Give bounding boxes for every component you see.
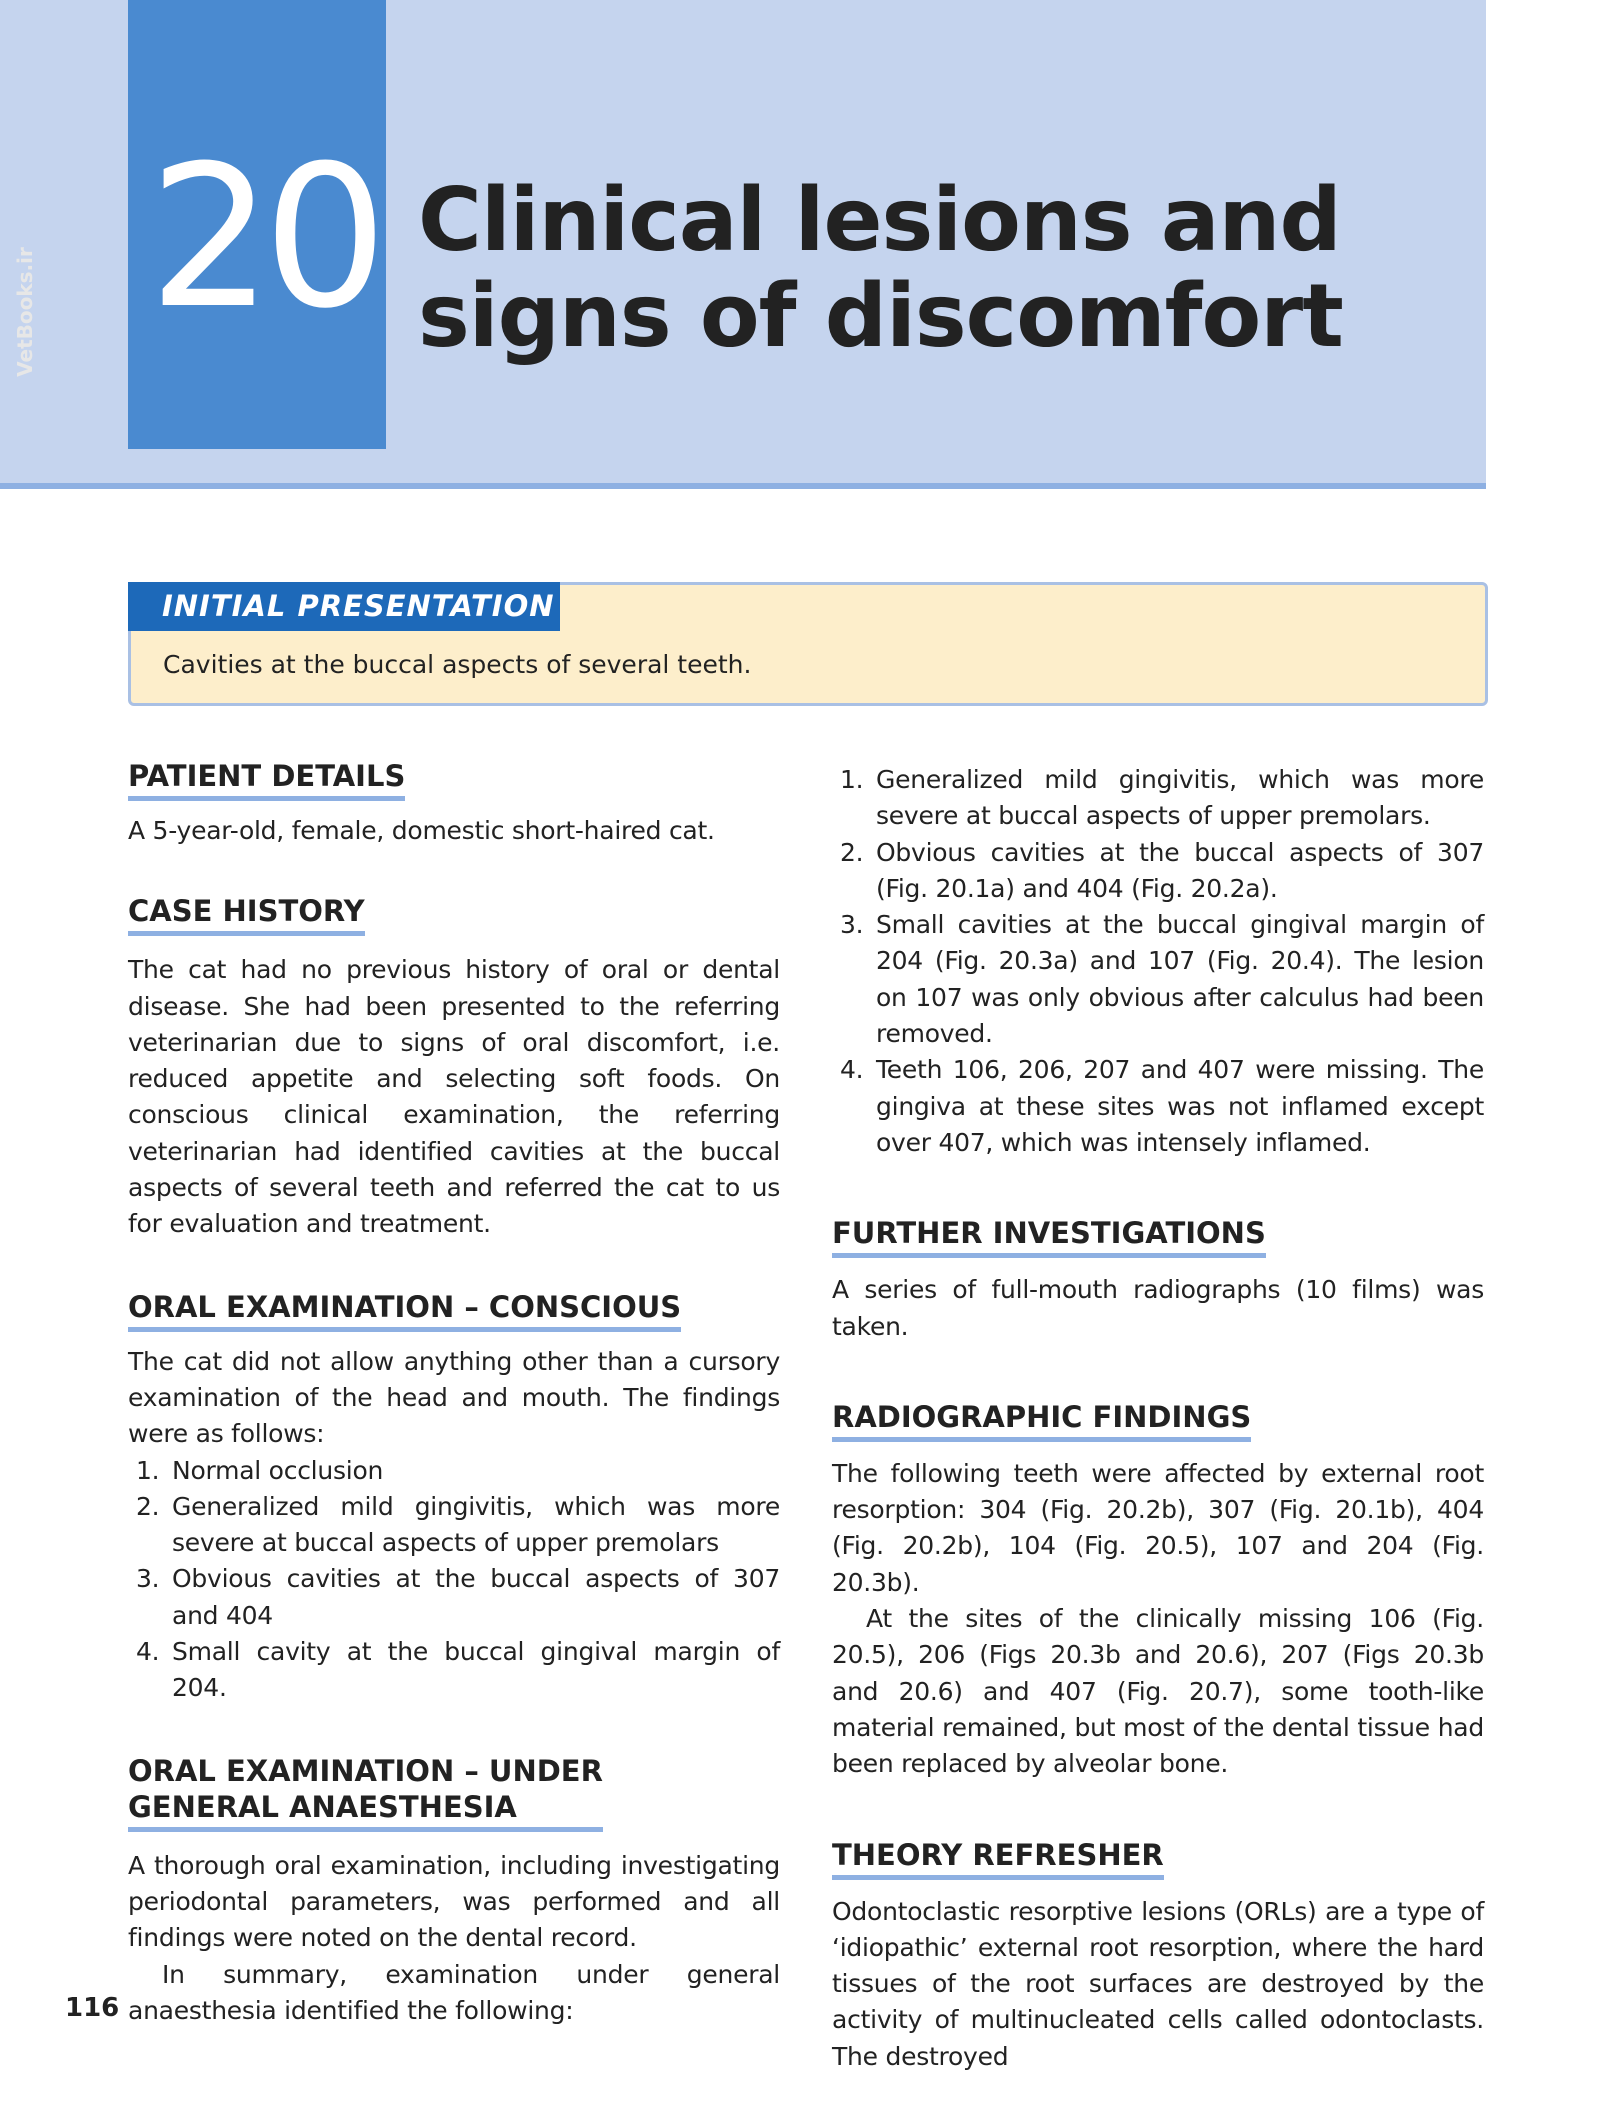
further-investigations-text: A series of full-mouth radiographs (10 films) was taken. [832,1275,1484,1341]
radiographic-findings-text: The following teeth were affected by external root resorption: 304 (Fig. 20.2b), 307 (Fig. 20.1b), 404 (Fig. 20.2b), 104 (Fig. 20.5), 107 and 204 (Fig. 20.3b). [832,1458,1484,1597]
chapter-number: 20 [148,124,378,352]
section-oral-exam-ga [128,1753,780,2029]
right-column [832,762,1484,2075]
oral-conscious-list [128,1453,780,1707]
section-heading: ORAL EXAMINATION – UNDER GENERAL ANAESTHESIA [128,1753,603,1832]
ga-findings-list [832,762,1484,1161]
section-heading: ORAL EXAMINATION – CONSCIOUS [128,1289,681,1332]
list-item: 4. Teeth 106, 206, 207 and 407 were missing. The gingiva at these sites was not inflamed except over 407, which was intensely inflamed. [840,1055,1484,1157]
radiographic-findings-text-2: At the sites of the clinically missing 106 (Fig. 20.5), 206 (Figs 20.3b and 20.6), 207 (Figs 20.3b and 20.6) and 407 (Fig. 20.7), some tooth-like material remained, but most of the dental tissue had been replaced by alveolar bone. [832,1604,1484,1779]
section-heading: THEORY REFRESHER [832,1837,1164,1880]
section-heading: PATIENT DETAILS [128,758,405,801]
section-radiographic-findings [832,1399,1484,1783]
patient-details-text: A 5-year-old, female, domestic short-haired cat. [128,816,715,845]
section-heading: RADIOGRAPHIC FINDINGS [832,1399,1251,1442]
section-heading: CASE HISTORY [128,893,365,936]
left-column [128,758,780,2029]
oral-ga-summary: In summary, examination under general anaesthesia identified the following: [128,1959,780,2025]
watermark: VetBooks.ir [12,247,37,377]
section-oral-exam-conscious [128,1289,780,1707]
initial-presentation-label: INITIAL PRESENTATION [128,582,560,631]
section-case-history [128,893,780,1242]
list-item: 1. Generalized mild gingivitis, which was more severe at buccal aspects of upper premolars. [840,765,1484,831]
section-patient-details [128,758,780,849]
list-item: 3. Obvious cavities at the buccal aspects of 307 and 404 [136,1564,780,1630]
list-item: 2. Generalized mild gingivitis, which was more severe at buccal aspects of upper premolars [136,1491,780,1558]
page-number: 116 [65,1993,120,2023]
list-item: 2. Obvious cavities at the buccal aspects of 307 (Fig. 20.1a) and 404 (Fig. 20.2a). [840,837,1484,903]
theory-refresher-text: Odontoclastic resorptive lesions (ORLs) are a type of ‘idiopathic’ external root resorption, where the hard tissues of the root surfaces are destroyed by the activity of multinucleated cells called odontoclasts. The destroyed [832,1896,1484,2071]
oral-conscious-text: The cat did not allow anything other than a cursory examination of the head and mouth. The findings were as follows: [128,1346,780,1449]
case-history-text: The cat had no previous history of oral or dental disease. She had been presented to the referring veterinarian due to signs of oral discomfort, i.e. reduced appetite and selecting soft foods. On conscious clinical examination, the referring veterinarian had identified cavities at the buccal aspects of several teeth and referred the cat to us for evaluation and treatment. [128,955,780,1239]
oral-ga-text: A thorough oral examination, including investigating periodontal parameters, was performed and all findings were noted on the dental record. [128,1850,780,1953]
chapter-title: Clinical lesions and signs of discomfort [418,169,1343,367]
list-item: 1. Normal occlusion [136,1455,384,1485]
section-further-investigations [832,1215,1484,1345]
header-divider [0,483,1486,489]
section-heading: FURTHER INVESTIGATIONS [832,1215,1266,1258]
list-item: 4. Small cavity at the buccal gingival margin of 204. [136,1637,780,1703]
initial-presentation-text: Cavities at the buccal aspects of several teeth. [163,650,752,679]
section-theory-refresher [832,1837,1484,2075]
list-item: 3. Small cavities at the buccal gingival margin of 204 (Fig. 20.3a) and 107 (Fig. 20.4). The lesion on 107 was only obvious after calculus had been removed. [840,910,1484,1049]
